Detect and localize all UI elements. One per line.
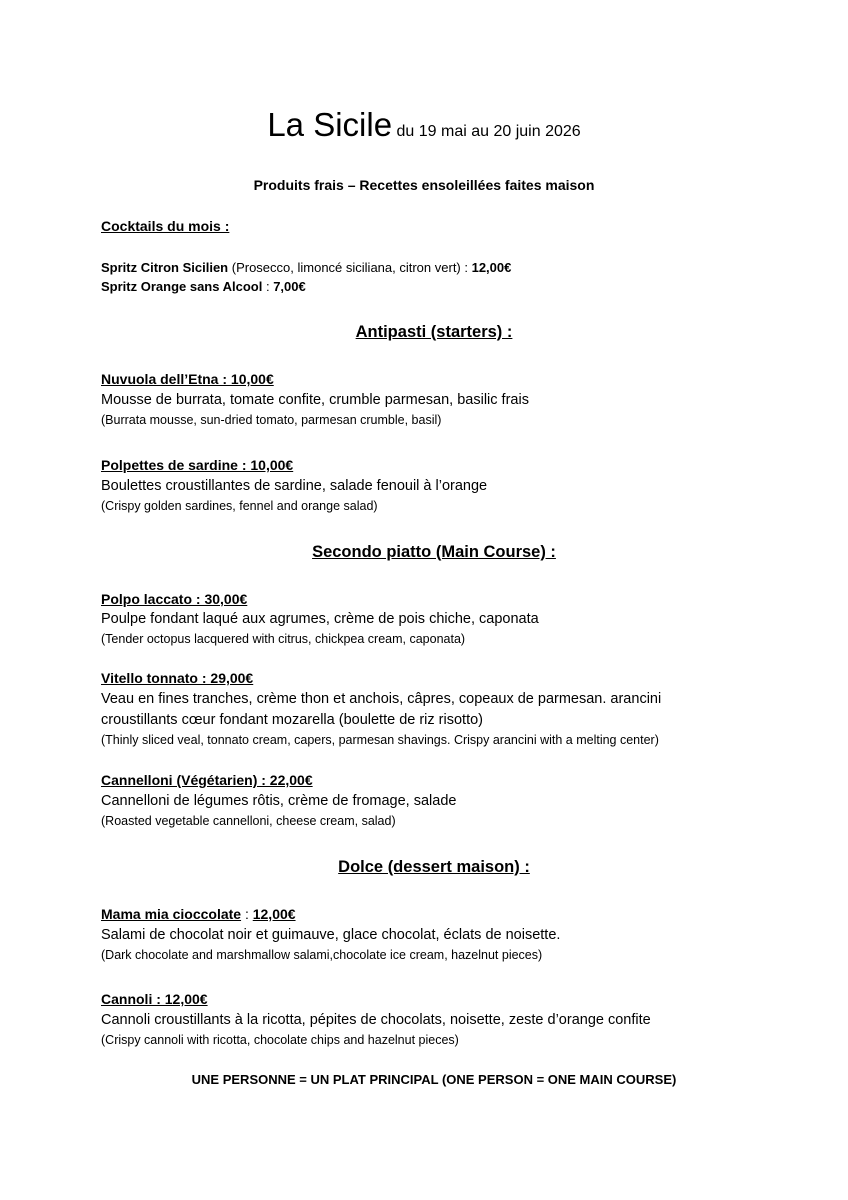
cocktail-item bbox=[101, 279, 306, 294]
cocktail-detail: : bbox=[262, 279, 274, 294]
dish-title-polpettes: Polpettes de sardine : 10,00€ bbox=[101, 457, 294, 473]
dish-description-fr: Cannelloni de légumes rôtis, crème de fromage, salade bbox=[101, 793, 457, 809]
dish-price: 12,00€ bbox=[252, 906, 296, 922]
dish-description-fr: Cannoli croustillants à la ricotta, pépites de chocolats, noisette, zeste d’orange confite bbox=[101, 1012, 651, 1028]
cocktail-price: 12,00€ bbox=[471, 260, 512, 275]
dish-description-en: (Tender octopus lacquered with citrus, chickpea cream, caponata) bbox=[101, 632, 466, 646]
dish-title-polpo: Polpo laccato : 30,00€ bbox=[101, 591, 248, 607]
title-separator: : bbox=[241, 906, 253, 922]
dish-description-fr: Boulettes croustillantes de sardine, salade fenouil à l’orange bbox=[101, 478, 488, 494]
menu-dates: du 19 mai au 20 juin 2026 bbox=[396, 123, 581, 140]
footer-note: UNE PERSONNE = UN PLAT PRINCIPAL (ONE PERSON = ONE MAIN COURSE) bbox=[191, 1072, 677, 1087]
restaurant-name: La Sicile bbox=[267, 106, 393, 143]
section-dolce: Dolce (dessert maison) : bbox=[338, 858, 530, 876]
cocktail-item bbox=[101, 260, 511, 275]
section-antipasti: Antipasti (starters) : bbox=[355, 323, 513, 341]
dish-title-vitello: Vitello tonnato : 29,00€ bbox=[101, 670, 254, 686]
cocktail-name: Spritz Orange sans Alcool bbox=[101, 279, 263, 294]
dish-description-en: (Dark chocolate and marshmallow salami,chocolate ice cream, hazelnut pieces) bbox=[101, 948, 543, 962]
dish-description-en: (Crispy cannoli with ricotta, chocolate chips and hazelnut pieces) bbox=[101, 1033, 459, 1047]
cocktail-price: 7,00€ bbox=[273, 279, 306, 294]
dish-description-fr: croustillants cœur fondant mozarella (boulette de riz risotto) bbox=[101, 712, 483, 728]
cocktails-heading: Cocktails du mois : bbox=[101, 218, 230, 234]
dish-description-fr: Veau en fines tranches, crème thon et anchois, câpres, copeaux de parmesan. arancini bbox=[101, 691, 662, 707]
dish-description-en: (Crispy golden sardines, fennel and orange salad) bbox=[101, 499, 378, 513]
cocktail-name: Spritz Citron Sicilien bbox=[101, 260, 229, 275]
dish-description-en: (Thinly sliced veal, tonnato cream, capers, parmesan shavings. Crispy arancini with a melting center) bbox=[101, 733, 659, 747]
cocktail-detail: (Prosecco, limoncé siciliana, citron vert) : bbox=[228, 260, 472, 275]
dish-title-cannelloni: Cannelloni (Végétarien) : 22,00€ bbox=[101, 772, 313, 788]
page-title bbox=[0, 106, 848, 144]
section-secondo: Secondo piatto (Main Course) : bbox=[312, 543, 556, 561]
dish-title-nuvuola: Nuvuola dell’Etna : 10,00€ bbox=[101, 371, 274, 387]
dish-description-en: (Burrata mousse, sun-dried tomato, parmesan crumble, basil) bbox=[101, 413, 442, 427]
dish-description-fr: Mousse de burrata, tomate confite, crumble parmesan, basilic frais bbox=[101, 392, 529, 408]
dish-description-fr: Poulpe fondant laqué aux agrumes, crème de pois chiche, caponata bbox=[101, 611, 539, 627]
dish-description-en: (Roasted vegetable cannelloni, cheese cream, salad) bbox=[101, 814, 396, 828]
dish-name: Mama mia cioccolate bbox=[101, 906, 242, 922]
dish-description-fr: Salami de chocolat noir et guimauve, glace chocolat, éclats de noisette. bbox=[101, 927, 561, 943]
tagline: Produits frais – Recettes ensoleillées faites maison bbox=[253, 177, 595, 193]
dish-title-mama-mia bbox=[101, 906, 296, 922]
dish-title-cannoli: Cannoli : 12,00€ bbox=[101, 991, 208, 1007]
